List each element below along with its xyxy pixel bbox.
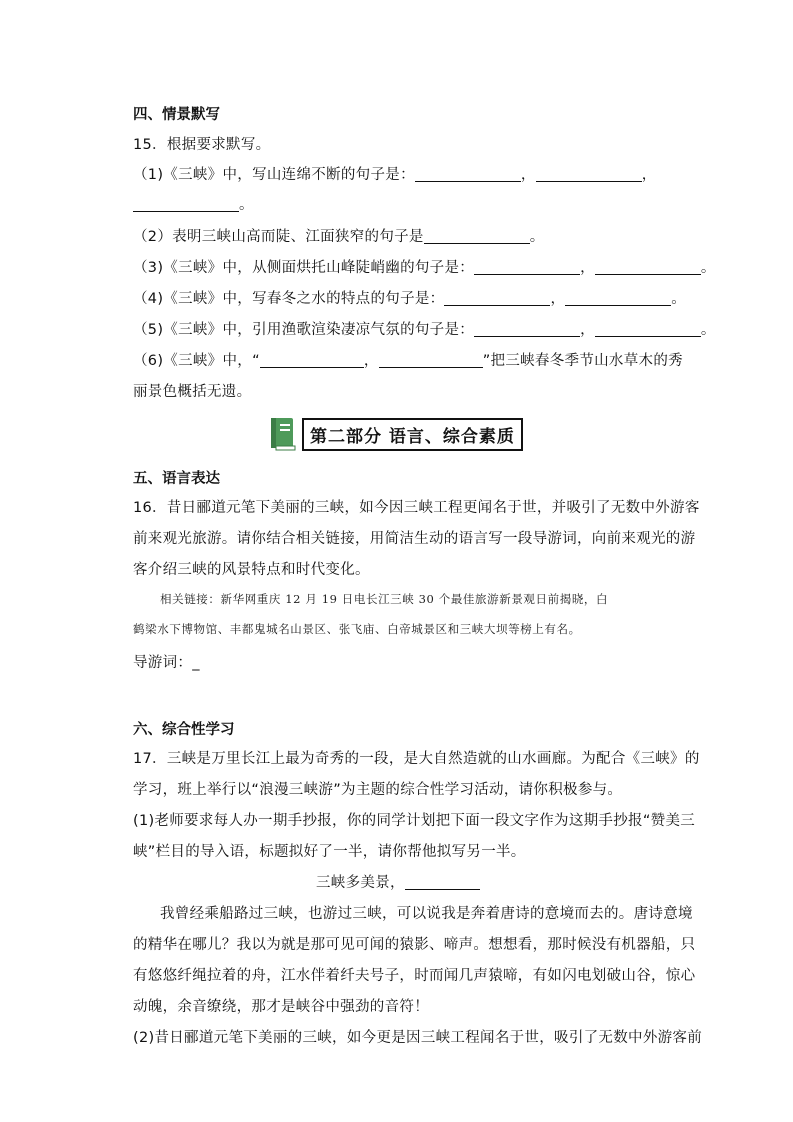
subquestion-1-line-1 (133, 163, 657, 184)
half-title: 三峡多美景， (316, 875, 405, 891)
subquestion-3-text: （3)《三峡》中，从侧面烘托山峰陡峭幽的句子是： (133, 260, 475, 276)
answer-blank[interactable] (474, 260, 580, 275)
subquestion-4-text: （4)《三峡》中，写春冬之水的特点的句子是： (133, 291, 445, 307)
subquestion-4 (133, 287, 686, 308)
answer-blank[interactable] (260, 353, 364, 368)
section-5-heading: 五、语言表达 (133, 471, 220, 487)
terminator: 。 (239, 197, 254, 213)
subquestion-6-text: （6)《三峡》中，“ (133, 353, 260, 369)
answer-blank[interactable] (474, 322, 580, 337)
subquestion-6-text-end: ”把三峡春冬季节山水草木的秀 (482, 353, 683, 369)
question-16-line-2: 前来观光旅游。请你结合相关链接，用简洁生动的语言写一段导游词，向前来观光的游 (133, 531, 696, 547)
subquestion-1-line-2 (133, 193, 254, 214)
separator: ， (641, 167, 657, 183)
related-link-line-2: 鹤梁水下博物馆、丰都鬼城名山景区、张飞庙、白帝城景区和三峡大坝等榜上有名。 (133, 622, 581, 636)
separator: ， (580, 322, 595, 338)
answer-blank[interactable] (595, 322, 701, 337)
passage-line-2: 的精华在哪儿？我以为就是那可见可闻的猿影、啼声。想想看，那时候没有机器船，只 (133, 937, 696, 953)
subquestion-2 (133, 225, 545, 246)
subquestion-2-text: （2）表明三峡山高而陡、江面狭窄的句子是 (133, 229, 424, 245)
part-two-banner (268, 416, 523, 452)
separator: ， (520, 167, 536, 183)
guide-answer-label[interactable]: 导游词：_ (133, 655, 200, 671)
subquestion-5-text: （5)《三峡》中，引用渔歌渲染凄凉气氛的句子是： (133, 322, 475, 338)
answer-blank[interactable] (536, 167, 642, 182)
question-16-line-1: 16．昔日郦道元笔下美丽的三峡，如今因三峡工程更闻名于世，并吸引了无数中外游客 (133, 500, 700, 516)
part-2-line-1: (2)昔日郦道元笔下美丽的三峡，如今更是因三峡工程闻名于世，吸引了无数中外游客前 (133, 1030, 703, 1046)
book-icon (268, 416, 298, 452)
section-4-heading: 四、情景默写 (133, 107, 220, 123)
subquestion-1-text: （1)《三峡》中，写山连绵不断的句子是： (133, 167, 415, 183)
passage-line-1: 我曾经乘船路过三峡，也游过三峡，可以说我是奔着唐诗的意境而去的。唐诗意境 (160, 906, 693, 922)
part-1-line-2: 峡”栏目的导入语，标题拟好了一半，请你帮他拟写另一半。 (133, 844, 526, 860)
question-15-prompt: 15．根据要求默写。 (133, 137, 271, 153)
separator: ， (550, 291, 566, 307)
related-link-line-1: 相关链接：新华网重庆 12 月 19 日电长江三峡 30 个最佳旅游新景观日前揭晓，白 (160, 592, 609, 606)
answer-blank[interactable] (379, 353, 483, 368)
part-1-line-1: (1)老师要求每人办一期手抄报，你的同学计划把下面一段文字作为这期手抄报“赞美三 (133, 813, 696, 829)
terminator: 。 (529, 229, 545, 245)
answer-blank[interactable] (424, 229, 530, 244)
question-17-line-2: 学习，班上举行以“浪漫三峡游”为主题的综合性学习活动，请你积极参与。 (133, 782, 623, 798)
separator: ， (580, 260, 595, 276)
answer-blank[interactable] (565, 291, 671, 306)
question-17-line-1: 17．三峡是万里长江上最为奇秀的一段，是大自然造就的山水画廊。为配合《三峡》的 (133, 751, 700, 767)
subquestion-6-line-1 (133, 349, 683, 370)
subquestion-6-line-2: 丽景色概括无遗。 (133, 384, 252, 400)
answer-blank[interactable] (405, 875, 480, 890)
separator: ， (363, 353, 379, 369)
terminator: 。 (671, 291, 687, 307)
section-6-heading: 六、综合性学习 (133, 722, 235, 738)
passage-line-4: 动魄，余音缭绕，那才是峡谷中强劲的音符！ (133, 999, 429, 1015)
half-title-line (316, 871, 480, 892)
terminator: 。 (700, 322, 716, 338)
question-16-line-3: 客介绍三峡的风景特点和时代变化。 (133, 562, 370, 578)
terminator: 。 (700, 260, 716, 276)
answer-blank[interactable] (444, 291, 550, 306)
passage-line-3: 有悠悠纤绳拉着的舟，江水伴着纤夫号子，时而闻几声猿啼，有如闪电划破山谷，惊心 (133, 968, 696, 984)
subquestion-3 (133, 256, 716, 277)
answer-blank[interactable] (415, 167, 521, 182)
answer-blank[interactable] (133, 197, 239, 212)
answer-blank[interactable] (595, 260, 701, 275)
banner-label: 第二部分 语言、综合素质 (302, 418, 523, 451)
subquestion-5 (133, 318, 716, 339)
